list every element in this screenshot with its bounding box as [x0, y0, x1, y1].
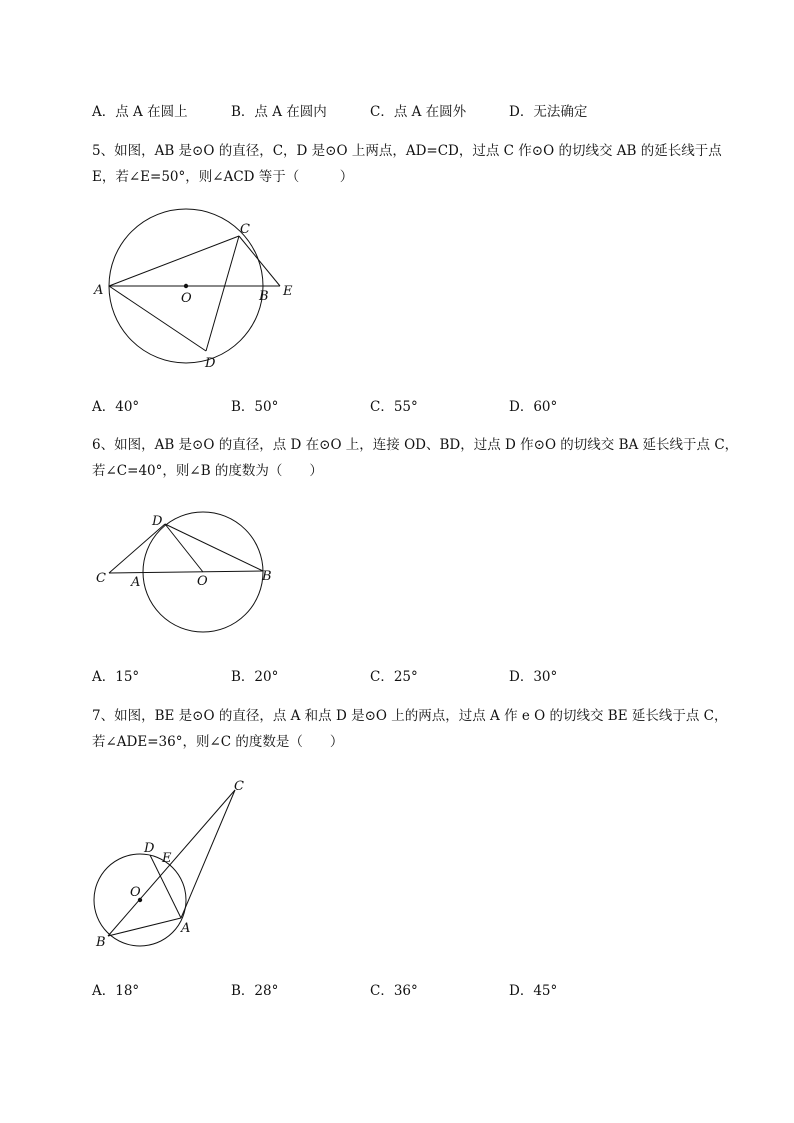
q4-option-b: B．点 A 在圆内 — [231, 104, 327, 120]
q6-label-b: B — [262, 569, 272, 584]
q5-option-c: C．55° — [370, 399, 418, 415]
q5-option-a: A．40° — [92, 399, 140, 415]
q5-label-a: A — [94, 283, 104, 298]
q4-option-a: A．点 A 在圆上 — [92, 104, 188, 120]
q4-option-d: D．无法确定 — [509, 104, 588, 120]
q5-stem-line1: 5、如图，AB 是⊙O 的直径，C，D 是⊙O 上两点，AD=CD，过点 C 作⊙O 的切线交 AB 的延长线于点 — [92, 143, 722, 159]
q7-line-ba — [108, 918, 181, 936]
q7-option-c: C．36° — [370, 983, 418, 999]
q6-label-c: C — [96, 571, 106, 586]
q7-label-b: B — [96, 935, 106, 950]
q6-stem-line2: 若∠C=40°，则∠B 的度数为（ ） — [92, 463, 323, 479]
q5-label-e: E — [283, 284, 293, 299]
q5-option-d: D．60° — [509, 399, 558, 415]
q6-label-d: D — [152, 514, 163, 529]
q7-label-a: A — [181, 921, 191, 936]
q6-label-a: A — [131, 575, 141, 590]
q7-label-d: D — [144, 841, 155, 856]
q5-label-b: B — [259, 289, 269, 304]
q7-option-d: D．45° — [509, 983, 558, 999]
q7-tangent-ca — [181, 790, 235, 918]
q5-label-d: D — [205, 356, 216, 371]
q6-stem-line1: 6、如图，AB 是⊙O 的直径，点 D 在⊙O 上，连接 OD、BD，过点 D 作⊙O 的切线交 BA 延长线于点 C， — [92, 437, 739, 453]
q5-stem-line2: E，若∠E=50°，则∠ACD 等于（ ） — [92, 169, 354, 185]
q4-option-c: C．点 A 在圆外 — [370, 104, 467, 120]
q7-stem-line1: 7、如图，BE 是⊙O 的直径，点 A 和点 D 是⊙O 上的两点，过点 A 作 e O 的切线交 BE 延长线于点 C， — [92, 708, 728, 724]
q7-label-c: C — [234, 779, 244, 794]
q7-options — [92, 979, 648, 999]
q5-label-c: C — [240, 222, 250, 237]
q7-option-a: A．18° — [92, 983, 140, 999]
q7-line-bc — [108, 790, 235, 936]
q7-label-e: E — [162, 851, 172, 866]
q5-option-b: B．50° — [231, 399, 279, 415]
q7-stem-line2: 若∠ADE=36°，则∠C 的度数是（ ） — [92, 734, 344, 750]
q6-option-b: B．20° — [231, 669, 279, 685]
q6-label-o: O — [197, 574, 208, 589]
q7-label-o: O — [130, 885, 141, 900]
q7-option-b: B．28° — [231, 983, 279, 999]
q6-option-d: D．30° — [509, 669, 558, 685]
q6-option-c: C．25° — [370, 669, 418, 685]
q6-option-a: A．15° — [92, 669, 140, 685]
q5-label-o: O — [181, 291, 192, 306]
